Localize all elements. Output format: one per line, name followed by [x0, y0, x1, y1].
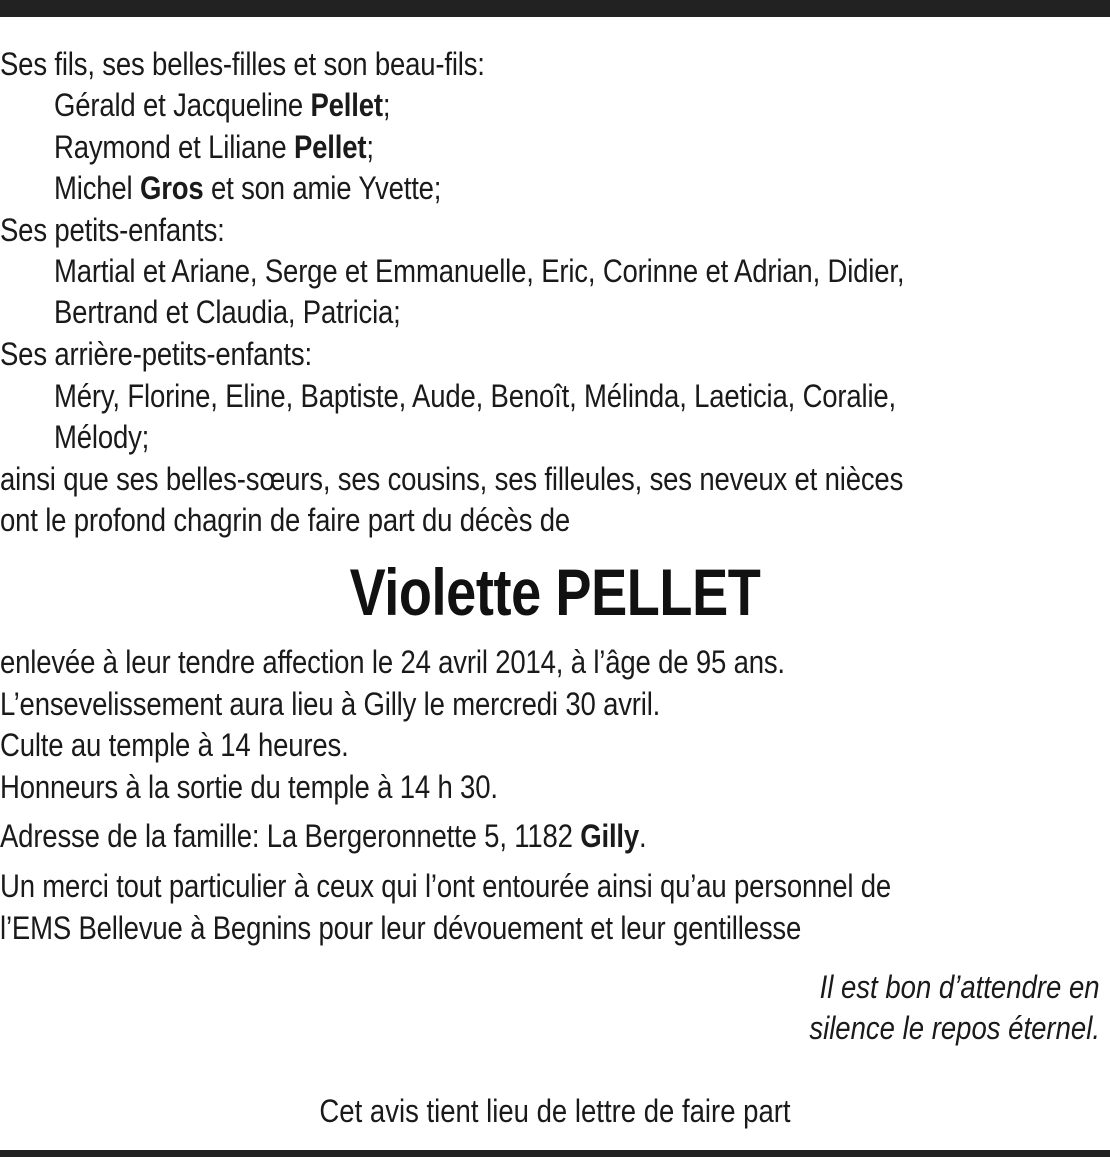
- address-text: Adresse de la famille: La Bergeronnette 5, 1182: [0, 818, 581, 854]
- others-line-1: ainsi que ses belles-sœurs, ses cousins, ses filleules, ses neveux et nièces: [0, 461, 904, 497]
- top-rule: [0, 0, 1110, 17]
- others-line-2: ont le profond chagrin de faire part du décès de: [0, 502, 571, 538]
- thanks-line-1: Un merci tout particulier à ceux qui l’ont entourée ainsi qu’au personnel de: [0, 868, 892, 904]
- grandchildren-line-2: Bertrand et Claudia, Patricia;: [54, 294, 401, 330]
- son-1-names: Gérald et Jacqueline: [54, 87, 311, 123]
- great-grandchildren-heading: Ses arrière-petits-enfants:: [0, 336, 312, 372]
- son-2-surname: Pellet: [293, 129, 367, 165]
- son-3-surname: Gros: [139, 170, 204, 206]
- family-address: [0, 815, 647, 857]
- son-1-end: ;: [382, 87, 391, 123]
- motto-line-2: silence le repos éternel.: [809, 1010, 1100, 1046]
- great-grandchildren-line-2: Mélody;: [54, 419, 150, 455]
- son-2-end: ;: [366, 129, 374, 165]
- son-line-1: [54, 84, 390, 126]
- footer-notice: Cet avis tient lieu de lettre de faire part: [319, 1093, 791, 1129]
- details-line-2: L’ensevelissement aura lieu à Gilly le mercredi 30 avril.: [0, 686, 661, 722]
- son-3-name: Michel: [54, 170, 140, 206]
- address-place: Gilly: [580, 818, 640, 854]
- son-1-surname: Pellet: [310, 87, 383, 123]
- bottom-rule: [0, 1150, 1110, 1157]
- sons-heading: Ses fils, ses belles-filles et son beau-fils:: [0, 46, 485, 82]
- deceased-name: Violette PELLET: [349, 555, 761, 629]
- son-3-end: et son amie Yvette;: [203, 170, 442, 206]
- son-line-3: [54, 167, 441, 209]
- grandchildren-heading: Ses petits-enfants:: [0, 212, 225, 248]
- details-line-3: Culte au temple à 14 heures.: [0, 727, 349, 763]
- details-line-4: Honneurs à la sortie du temple à 14 h 30.: [0, 769, 498, 805]
- son-line-2: [54, 126, 374, 168]
- great-grandchildren-line-1: Méry, Florine, Eline, Baptiste, Aude, Benoît, Mélinda, Laeticia, Coralie,: [54, 378, 897, 414]
- address-end: .: [639, 818, 647, 854]
- grandchildren-line-1: Martial et Ariane, Serge et Emmanuelle, Eric, Corinne et Adrian, Didier,: [54, 253, 905, 289]
- details-line-1: enlevée à leur tendre affection le 24 avril 2014, à l’âge de 95 ans.: [0, 644, 785, 680]
- motto-line-1: Il est bon d’attendre en: [820, 969, 1100, 1005]
- thanks-line-2: l’EMS Bellevue à Begnins pour leur dévouement et leur gentillesse: [0, 910, 802, 946]
- son-2-names: Raymond et Liliane: [54, 129, 294, 165]
